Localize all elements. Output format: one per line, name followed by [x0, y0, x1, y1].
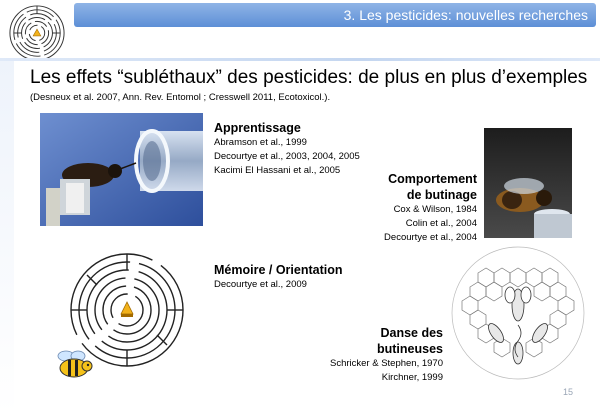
slide-subtitle: (Desneux et al. 2007, Ann. Rev. Entomol ; Cresswell 2011, Ecotoxicol.).	[30, 92, 331, 103]
section-butinage	[384, 171, 477, 245]
ref-item: Decourtye et al., 2009	[214, 279, 307, 290]
danse-heading-line1: Danse des	[380, 326, 443, 340]
bee-feeding-photo	[484, 128, 572, 238]
section-apprentissage	[214, 120, 360, 178]
ref-item: Colin et al., 2004	[405, 218, 477, 229]
ref-item: Schricker & Stephen, 1970	[329, 358, 443, 369]
section-title: 3. Les pesticides: nouvelles recherches	[343, 7, 588, 23]
honeycomb-dance-icon	[448, 243, 588, 383]
cartoon-bee-icon	[52, 348, 96, 384]
section-memoire	[214, 262, 343, 292]
slide-title: Les effets “subléthaux” des pesticides: de plus en plus d’exemples	[30, 67, 588, 88]
ref-item: Decourtye et al., 2004	[384, 232, 477, 243]
butinage-heading-line2: de butinage	[406, 188, 477, 202]
bee-tube-photo	[40, 113, 203, 226]
ref-item: Decourtye et al., 2003, 2004, 2005	[214, 151, 360, 162]
danse-heading-line2: butineuses	[377, 342, 443, 356]
ref-item: Abramson et al., 1999	[214, 137, 307, 148]
ref-item: Cox & Wilson, 1984	[393, 204, 477, 215]
page-number: 15	[562, 387, 573, 397]
section-danse	[330, 325, 443, 385]
memoire-heading: Mémoire / Orientation	[214, 263, 343, 277]
side-strip	[0, 61, 14, 415]
ref-item: Kirchner, 1999	[381, 372, 443, 383]
maze-logo-icon	[8, 4, 66, 62]
butinage-heading-line1: Comportement	[388, 172, 477, 186]
apprentissage-heading: Apprentissage	[214, 121, 301, 135]
header-bar	[74, 3, 596, 27]
header-divider	[0, 58, 600, 61]
ref-item: Kacimi El Hassani et al., 2005	[214, 165, 341, 176]
